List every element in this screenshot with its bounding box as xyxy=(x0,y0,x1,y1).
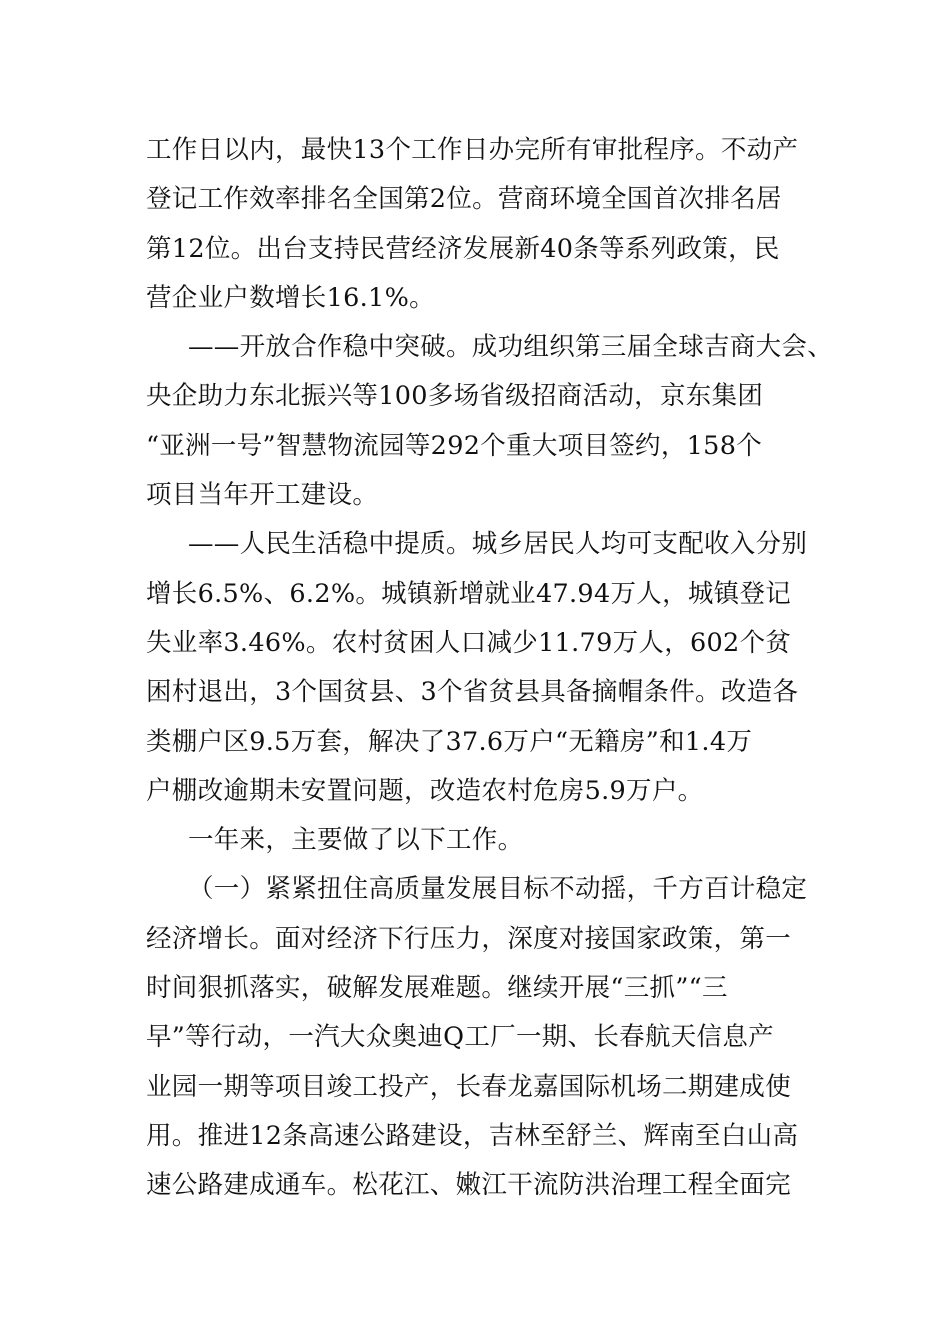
text-line: 失业率3.46%。农村贫困人口减少11.79万人，602个贫 xyxy=(146,627,792,658)
paragraph-open-cooperation: ——开放合作稳中突破。成功组织第三届全球吉商大会、 xyxy=(188,332,834,363)
text-line: 户棚改逾期未安置问题，改造农村危房5.9万户。 xyxy=(146,775,704,806)
text-line: 早”等行动，一汽大众奥迪Q工厂一期、长春航天信息产 xyxy=(146,1022,774,1053)
text-line: 项目当年开工建设。 xyxy=(146,480,379,511)
body-text xyxy=(146,126,834,1211)
text-line: 第12位。出台支持民营经济发展新40条等系列政策，民 xyxy=(146,233,780,264)
text-line: 用。推进12条高速公路建设，吉林至舒兰、辉南至白山高 xyxy=(146,1120,799,1151)
text-line: 央企助力东北振兴等100多场省级招商活动，京东集团 xyxy=(146,381,764,412)
text-line: 业园一期等项目竣工投产，长春龙嘉国际机场二期建成使 xyxy=(146,1071,792,1102)
text-line: “亚洲一号”智慧物流园等292个重大项目签约，158个 xyxy=(146,430,763,461)
text-line: 工作日以内，最快13个工作日办完所有审批程序。不动产 xyxy=(146,135,799,165)
paragraph-people-livelihood: ——人民生活稳中提质。城乡居民人均可支配收入分别 xyxy=(188,529,808,560)
text-line: 困村退出，3个国贫县、3个省贫县具备摘帽条件。改造各 xyxy=(146,677,799,708)
text-line: 增长6.5%、6.2%。城镇新增就业47.94万人，城镇登记 xyxy=(146,578,792,609)
text-line: 时间狠抓落实，破解发展难题。继续开展“三抓”“三 xyxy=(146,973,728,1004)
text-line: 经济增长。面对经济下行压力，深度对接国家政策，第一 xyxy=(146,923,792,954)
text-line: 登记工作效率排名全国第2位。营商环境全国首次排名居 xyxy=(146,184,782,215)
paragraph-section-one: （一）紧紧扭住高质量发展目标不动摇，千方百计稳定 xyxy=(188,874,808,905)
text-line: 营企业户数增长16.1%。 xyxy=(146,282,435,313)
text-line: 类棚户区9.5万套，解决了37.6万户“无籍房”和1.4万 xyxy=(146,726,753,757)
paragraph-year-summary: 一年来，主要做了以下工作。 xyxy=(188,825,524,856)
text-line: 速公路建成通车。松花江、嫩江干流防洪治理工程全面完 xyxy=(146,1170,792,1201)
